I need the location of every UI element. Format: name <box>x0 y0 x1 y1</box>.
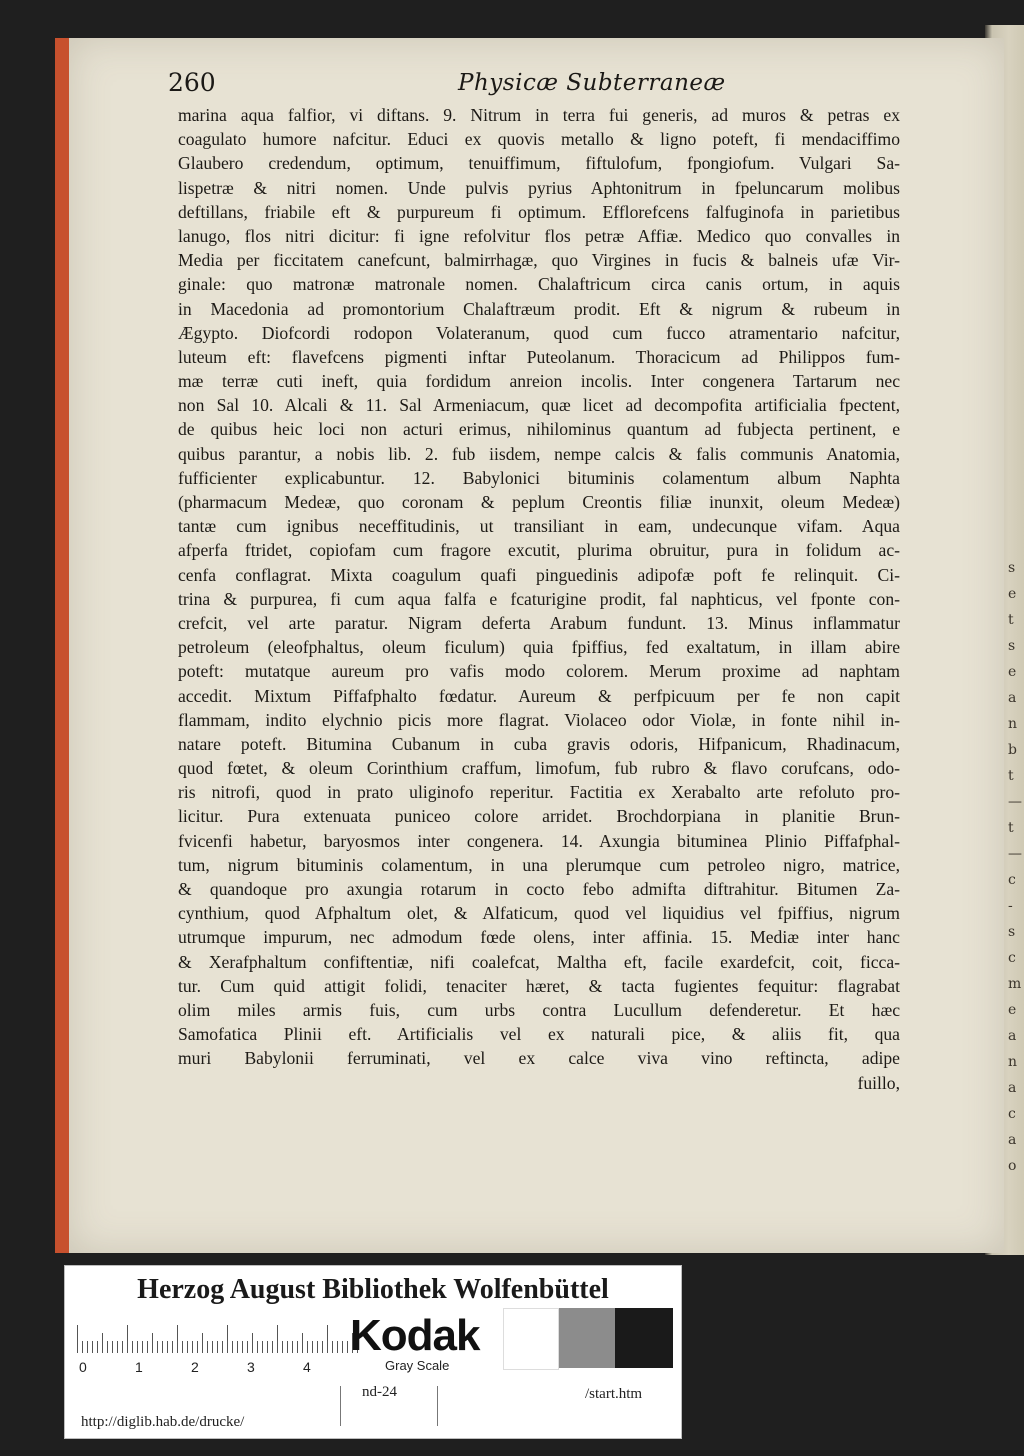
ruler-tick <box>187 1341 188 1353</box>
gray-scale-label: Gray Scale <box>385 1358 450 1373</box>
gray-patch-mid <box>559 1308 615 1368</box>
ruler-tick <box>322 1341 323 1353</box>
ruler-tick <box>342 1341 343 1353</box>
text-line: & Xerafphaltum confiftentiæ, nifi coalefcat, Maltha eft, facile exardefcit, coit, ficca- <box>178 951 900 972</box>
kodak-logo: Kodak <box>350 1311 480 1360</box>
gray-patch-white <box>503 1308 559 1370</box>
adjacent-glyph: s <box>1008 560 1016 576</box>
ruler-tick <box>212 1341 213 1353</box>
card-divider <box>340 1386 341 1426</box>
text-line: coagulato humore nafcitur. Educi ex quovis metallo & ligno poteft, fi mendaciffimo <box>178 129 900 150</box>
adjacent-glyph: — <box>1008 794 1022 810</box>
ruler-tick <box>142 1341 143 1353</box>
ruler-tick <box>277 1325 278 1353</box>
ruler-tick <box>332 1341 333 1353</box>
text-line: fuillo, <box>857 1072 900 1093</box>
text-line: accedit. Mixtum Piffafphalto fœdatur. Aureum & perfpicuum per fe non capit <box>178 685 900 706</box>
ruler-tick <box>297 1341 298 1353</box>
text-line: crefcit, vel arte paratur. Nigram deferta Arabum fundunt. 13. Minus inflammatur <box>178 612 900 633</box>
text-line: natare poteft. Bitumina Cubanum in cuba gravis odoris, Hifpanicum, Rhadinacum, <box>178 733 900 754</box>
ruler-tick <box>97 1341 98 1353</box>
ruler-tick <box>167 1341 168 1353</box>
ruler-tick <box>272 1341 273 1353</box>
ruler-number: 0 <box>79 1359 87 1375</box>
adjacent-glyph: a <box>1008 690 1017 706</box>
running-head: Physicæ Subterraneæ <box>458 70 726 96</box>
adjacent-glyph: a <box>1008 1028 1017 1044</box>
adjacent-glyph: e <box>1008 586 1017 602</box>
ruler-tick <box>257 1341 258 1353</box>
adjacent-glyph: — <box>1008 846 1022 862</box>
ruler-tick <box>312 1341 313 1353</box>
ruler-tick <box>302 1333 303 1353</box>
text-line: cenfa conflagrat. Mixta coagulum quafi pinguedinis adipofæ poft fe relinquit. Ci- <box>178 564 900 585</box>
adjacent-glyph: c <box>1008 950 1016 966</box>
ruler-tick <box>262 1341 263 1353</box>
ruler-number: 2 <box>191 1359 199 1375</box>
ruler-tick <box>192 1341 193 1353</box>
ruler-tick <box>127 1325 128 1353</box>
adjacent-glyph: t <box>1008 820 1014 836</box>
text-line: fufficienter explicabuntur. 12. Babylonici bituminis colamentum album Naphta <box>178 467 900 488</box>
text-line: quod fœtet, & oleum Corinthium craffum, limofum, fub rubro & flavo corufcans, odo- <box>178 758 900 779</box>
url-left: http://diglib.hab.de/drucke/ <box>81 1414 245 1430</box>
card-divider <box>437 1386 438 1426</box>
text-line: deftillans, friabile eft & purpureum fi optimum. Efflorefcens falfuginofa in parietibus <box>178 201 900 222</box>
ruler-tick <box>137 1341 138 1353</box>
adjacent-glyph: c <box>1008 872 1016 888</box>
ruler-number: 1 <box>135 1359 143 1375</box>
ruler-tick <box>217 1341 218 1353</box>
text-line: muri Babylonii ferruminati, vel ex calce viva vino reftincta, adipe <box>178 1048 900 1069</box>
ruler-tick <box>237 1341 238 1353</box>
text-line: trina & purpurea, fi cum aqua falfa e fcaturigine prodit, fal naphticus, vel fponte con- <box>178 588 900 609</box>
text-line: utrumque impurum, nec admodum fœde olens, inter affinia. 15. Mediæ inter hanc <box>178 927 900 948</box>
ruler-tick <box>232 1341 233 1353</box>
ruler-tick <box>82 1341 83 1353</box>
adjacent-glyph: n <box>1008 716 1018 732</box>
text-line: tum, nigrum bituminis colamentum, in una plerumque cum petroleo nigro, matrice, <box>178 854 900 875</box>
text-line: de quibus heic loci non acturi erimus, nihilominus quantum ad fubjecta pertinent, e <box>178 419 900 440</box>
ruler-tick <box>292 1341 293 1353</box>
text-line: lispetræ & nitri nomen. Unde pulvis pyrius Aphtonitrum in fpeluncarum molibus <box>178 177 900 198</box>
ruler-tick <box>87 1341 88 1353</box>
adjacent-glyph: t <box>1008 612 1014 628</box>
ruler-tick <box>172 1341 173 1353</box>
ruler-tick <box>157 1341 158 1353</box>
text-line: ginale: quo matronæ matronale nomen. Chalaftricum circa canis ortum, in aquis <box>178 274 900 295</box>
ruler-tick <box>347 1341 348 1353</box>
text-line: mæ terræ cuti ineft, quia fordidum anreion incolis. Inter congenera Tartarum nec <box>178 371 900 392</box>
adjacent-glyph: s <box>1008 638 1016 654</box>
ruler-tick <box>197 1341 198 1353</box>
url-right: /start.htm <box>585 1386 643 1402</box>
text-line: in Macedonia ad promontorium Chalaftræum prodit. Eft & nigrum & rubeum in <box>178 298 900 319</box>
ruler-tick <box>147 1341 148 1353</box>
calibration-card <box>64 1265 682 1439</box>
adjacent-glyph: - <box>1008 898 1013 914</box>
ruler-number: 4 <box>303 1359 311 1375</box>
text-line: non Sal 10. Alcali & 11. Sal Armeniacum, quæ licet ad decompofita artificialia fpectent, <box>178 395 900 416</box>
text-line: Ægypto. Diofcordi rodopon Volateranum, quod cum fucco atramentario nafcitur, <box>178 322 900 343</box>
ruler <box>77 1323 367 1353</box>
ruler-tick <box>112 1341 113 1353</box>
ruler-tick <box>132 1341 133 1353</box>
adjacent-glyph: c <box>1008 1106 1016 1122</box>
text-line: luteum eft: flavefcens pigmenti inftar Puteolanum. Thoracicum ad Philippos fum- <box>178 346 900 367</box>
text-line: & quandoque pro axungia rotarum in cocto febo admifta diftrahitur. Bitumen Za- <box>178 879 900 899</box>
ruler-tick <box>182 1341 183 1353</box>
text-line: (pharmacum Medeæ, quo coronam & peplum Creontis filiæ inunxit, oleum Medeæ) <box>178 492 900 512</box>
ruler-tick <box>317 1341 318 1353</box>
text-line: lanugo, flos nitri dicitur: fi igne refolvitur flos petræ Affiæ. Medico quo convalles in <box>178 225 900 246</box>
adjacent-glyph: s <box>1008 924 1016 940</box>
text-line: tur. Cum quid attigit folidi, tenaciter hæret, & tacta fugientes fequitur: flagrabat <box>178 975 900 996</box>
ruler-tick <box>77 1325 78 1353</box>
text-line: flammam, indito elychnio picis more flagrat. Violaceo odor Violæ, in fonte nihil in- <box>178 709 900 730</box>
url-center: nd-24 <box>362 1384 397 1400</box>
ruler-tick <box>242 1341 243 1353</box>
text-line: marina aqua falfior, vi diftans. 9. Nitrum in terra fui generis, ad muros & petras ex <box>178 105 900 125</box>
page-header <box>168 68 888 102</box>
text-line: poteft: mutatque aureum pro vafis modo colorem. Merum proxime ad naphtam <box>178 661 900 682</box>
ruler-tick <box>152 1333 153 1353</box>
adjacent-glyph: a <box>1008 1080 1017 1096</box>
text-line: Samofatica Plinii eft. Artificialis vel ex naturali pice, & aliis fit, qua <box>178 1024 900 1045</box>
ruler-tick <box>122 1341 123 1353</box>
adjacent-glyph: t <box>1008 768 1014 784</box>
text-line: olim miles armis fuis, cum urbs contra Lucullum defenderetur. Et hæc <box>178 999 900 1020</box>
adjacent-glyph: a <box>1008 1132 1017 1148</box>
text-line: Media per ficcitatem canefcunt, balmirrhagæ, quo Virgines in fucis & balneis ufæ Vir- <box>178 250 900 271</box>
text-line: petroleum (eleofphaltus, oleum ficulum) quia fpiffius, fed exaltatum, in illam abire <box>178 637 900 658</box>
ruler-tick <box>207 1341 208 1353</box>
text-line: fvicenfi habetur, baryosmos inter congenera. 14. Axungia bituminea Plinio Piffafphal- <box>178 830 900 851</box>
text-line: Glaubero credendum, optimum, tenuiffimum, fiftulofum, fpongiofum. Vulgari Sa- <box>178 153 900 174</box>
text-line: quibus parantur, a nobis lib. 2. fub iisdem, nempe calcis & falis communis Anatomia, <box>178 443 900 464</box>
ruler-tick <box>202 1333 203 1353</box>
adjacent-glyph: e <box>1008 1002 1017 1018</box>
ruler-tick <box>177 1325 178 1353</box>
ruler-tick <box>117 1341 118 1353</box>
ruler-tick <box>337 1341 338 1353</box>
ruler-tick <box>252 1333 253 1353</box>
page-text-body <box>178 103 900 1095</box>
adjacent-glyph: n <box>1008 1054 1018 1070</box>
ruler-tick <box>222 1341 223 1353</box>
text-line: tantæ cum ignibus neceffitudinis, ut transiliant in eam, undecunque vifam. Aqua <box>178 516 900 537</box>
adjacent-glyph: o <box>1008 1158 1017 1174</box>
ruler-tick <box>307 1341 308 1353</box>
adjacent-glyph: b <box>1008 742 1017 758</box>
ruler-tick <box>92 1341 93 1353</box>
ruler-tick <box>267 1341 268 1353</box>
ruler-number: 3 <box>247 1359 255 1375</box>
text-line: licitur. Pura extenuata puniceo colore arridet. Brochdorpiana in planitie Brun- <box>178 806 900 827</box>
ruler-tick <box>107 1341 108 1353</box>
ruler-tick <box>227 1325 228 1353</box>
library-name: Herzog August Bibliothek Wolfenbüttel <box>137 1274 609 1305</box>
ruler-tick <box>287 1341 288 1353</box>
ruler-tick <box>327 1325 328 1353</box>
text-line: cynthium, quod Afphaltum olet, & Alfaticum, quod vel liquidius vel fpiffius, nigrum <box>178 903 900 924</box>
adjacent-glyph: e <box>1008 664 1017 680</box>
adjacent-glyph: m <box>1008 976 1022 992</box>
ruler-tick <box>247 1341 248 1353</box>
page-number: 260 <box>168 68 216 97</box>
ruler-tick <box>102 1333 103 1353</box>
gray-patch-black <box>615 1308 673 1368</box>
text-line: ris nitrofi, quod in prato uliginofo reperitur. Factitia ex Xerabalto arte refoluto pro- <box>178 782 900 803</box>
ruler-tick <box>162 1341 163 1353</box>
text-line: afperfa ftridet, copiofam cum fragore excutit, plurima obruitur, pura in folidum ac- <box>178 540 900 561</box>
ruler-tick <box>282 1341 283 1353</box>
